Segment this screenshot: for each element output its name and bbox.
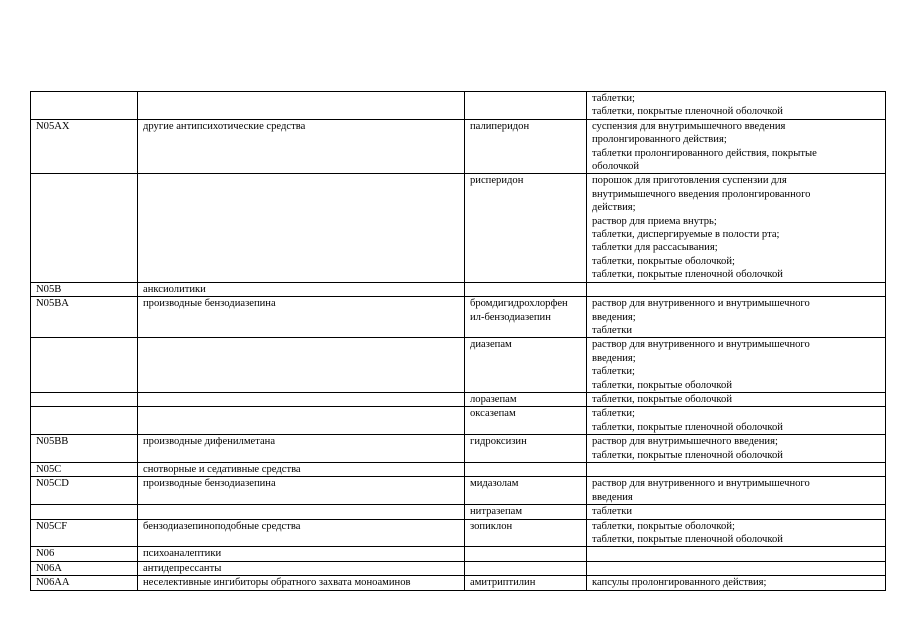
drug-name-cell-line: бромдигидрохлорфен bbox=[470, 298, 568, 310]
table-row bbox=[31, 392, 886, 406]
dosage-form-cell bbox=[587, 282, 886, 296]
atc-group-cell bbox=[138, 92, 465, 120]
dosage-form-cell bbox=[587, 119, 886, 174]
table-row bbox=[31, 297, 886, 338]
atc-group-cell: бензодиазепиноподобные средства bbox=[138, 519, 465, 547]
drug-name-cell bbox=[465, 338, 587, 393]
drug-name-cell bbox=[465, 92, 587, 120]
atc-code-cell: N06A bbox=[31, 561, 138, 575]
dosage-form-cell-line: таблетки для рассасывания; bbox=[592, 242, 718, 254]
drug-name-cell-line: рисперидон bbox=[470, 175, 524, 187]
dosage-form-cell-line: таблетки, покрытые оболочкой bbox=[592, 379, 732, 391]
dosage-form-cell-line: действия; bbox=[592, 202, 636, 214]
dosage-form-cell-line: таблетки; bbox=[592, 408, 635, 420]
drug-name-cell bbox=[465, 477, 587, 505]
drug-name-cell-line: мидазолам bbox=[470, 478, 519, 490]
dosage-form-cell-line: оболочкой bbox=[592, 161, 640, 173]
atc-code-cell: N05C bbox=[31, 462, 138, 476]
dosage-form-cell-line: порошок для приготовления суспензии для bbox=[592, 175, 787, 187]
dosage-form-cell bbox=[587, 462, 886, 476]
dosage-form-cell-line: таблетки, покрытые пленочной оболочкой bbox=[592, 449, 783, 461]
table-row bbox=[31, 119, 886, 174]
dosage-form-cell-line: раствор для приема внутрь; bbox=[592, 215, 717, 227]
dosage-form-cell-line: таблетки, покрытые пленочной оболочкой bbox=[592, 106, 783, 118]
dosage-form-cell-line: суспензия для внутримышечного введения bbox=[592, 120, 786, 132]
dosage-form-cell bbox=[587, 505, 886, 519]
drug-name-cell bbox=[465, 505, 587, 519]
drug-name-cell bbox=[465, 435, 587, 463]
dosage-form-cell bbox=[587, 561, 886, 575]
dosage-form-cell bbox=[587, 297, 886, 338]
dosage-form-cell-line: таблетки bbox=[592, 324, 633, 336]
atc-group-cell bbox=[138, 407, 465, 435]
drug-name-cell-line: гидроксизин bbox=[470, 436, 527, 448]
table-row bbox=[31, 576, 886, 590]
atc-code-cell bbox=[31, 92, 138, 120]
dosage-form-cell bbox=[587, 174, 886, 282]
table-row bbox=[31, 477, 886, 505]
atc-code-cell bbox=[31, 392, 138, 406]
drug-name-cell-line: ил-бензодиазепин bbox=[470, 311, 551, 323]
dosage-form-cell-line: капсулы пролонгированного действия; bbox=[592, 577, 767, 589]
dosage-form-cell-line: раствор для внутривенного и внутримышечного bbox=[592, 298, 810, 310]
table-row bbox=[31, 92, 886, 120]
drug-name-cell bbox=[465, 282, 587, 296]
dosage-form-cell bbox=[587, 392, 886, 406]
drug-name-cell bbox=[465, 407, 587, 435]
drug-name-cell bbox=[465, 519, 587, 547]
atc-code-cell bbox=[31, 338, 138, 393]
atc-code-cell bbox=[31, 174, 138, 282]
dosage-form-cell bbox=[587, 477, 886, 505]
dosage-form-cell bbox=[587, 92, 886, 120]
table-row bbox=[31, 561, 886, 575]
table-row bbox=[31, 282, 886, 296]
dosage-form-cell bbox=[587, 576, 886, 590]
atc-group-cell: антидепрессанты bbox=[138, 561, 465, 575]
atc-code-cell: N05CD bbox=[31, 477, 138, 505]
atc-group-cell bbox=[138, 174, 465, 282]
drug-name-cell bbox=[465, 174, 587, 282]
dosage-form-cell-line: таблетки bbox=[592, 506, 633, 518]
table-body bbox=[31, 92, 886, 591]
dosage-form-cell-line: раствор для внутримышечного введения; bbox=[592, 436, 778, 448]
drug-name-cell bbox=[465, 119, 587, 174]
dosage-form-cell bbox=[587, 338, 886, 393]
dosage-form-cell-line: таблетки, покрытые пленочной оболочкой bbox=[592, 269, 783, 281]
dosage-form-cell bbox=[587, 547, 886, 561]
dosage-form-cell-line: таблетки; bbox=[592, 366, 635, 378]
drug-name-cell bbox=[465, 547, 587, 561]
atc-group-cell bbox=[138, 505, 465, 519]
table-row bbox=[31, 338, 886, 393]
drug-name-cell bbox=[465, 462, 587, 476]
table-row bbox=[31, 505, 886, 519]
drug-name-cell-line: зопиклон bbox=[470, 520, 513, 532]
atc-group-cell: производные бензодиазепина bbox=[138, 297, 465, 338]
dosage-form-cell bbox=[587, 519, 886, 547]
atc-group-cell: неселективные ингибиторы обратного захвата моноаминов bbox=[138, 576, 465, 590]
drug-name-cell-line: диазепам bbox=[470, 339, 512, 351]
dosage-form-cell-line: введения; bbox=[592, 352, 636, 364]
atc-code-cell: N06AA bbox=[31, 576, 138, 590]
dosage-form-cell-line: таблетки, покрытые оболочкой; bbox=[592, 520, 735, 532]
dosage-form-cell-line: введения; bbox=[592, 311, 636, 323]
table-row bbox=[31, 462, 886, 476]
dosage-form-cell-line: раствор для внутривенного и внутримышечного bbox=[592, 478, 810, 490]
table-row bbox=[31, 547, 886, 561]
atc-code-cell: N05BA bbox=[31, 297, 138, 338]
atc-code-cell: N05B bbox=[31, 282, 138, 296]
atc-group-cell: анксиолитики bbox=[138, 282, 465, 296]
drug-name-cell-line: амитриптилин bbox=[470, 577, 536, 589]
dosage-form-cell-line: таблетки, покрытые оболочкой; bbox=[592, 255, 735, 267]
atc-group-cell bbox=[138, 338, 465, 393]
table-row bbox=[31, 174, 886, 282]
dosage-form-cell-line: таблетки, покрытые оболочкой bbox=[592, 393, 732, 405]
atc-code-cell: N05CF bbox=[31, 519, 138, 547]
atc-group-cell: снотворные и седативные средства bbox=[138, 462, 465, 476]
drug-list-table bbox=[30, 91, 886, 591]
dosage-form-cell-line: таблетки пролонгированного действия, покрытые bbox=[592, 147, 817, 159]
atc-code-cell bbox=[31, 505, 138, 519]
drug-name-cell bbox=[465, 561, 587, 575]
dosage-form-cell-line: внутримышечного введения пролонгированного bbox=[592, 188, 811, 200]
drug-name-cell bbox=[465, 297, 587, 338]
drug-name-cell bbox=[465, 392, 587, 406]
dosage-form-cell-line: пролонгированного действия; bbox=[592, 134, 727, 146]
table-row bbox=[31, 519, 886, 547]
atc-group-cell: производные дифенилметана bbox=[138, 435, 465, 463]
atc-group-cell: другие антипсихотические средства bbox=[138, 119, 465, 174]
drug-name-cell-line: лоразепам bbox=[470, 393, 517, 405]
atc-group-cell bbox=[138, 392, 465, 406]
drug-name-cell-line: нитразепам bbox=[470, 506, 523, 518]
dosage-form-cell bbox=[587, 435, 886, 463]
atc-code-cell bbox=[31, 407, 138, 435]
dosage-form-cell-line: таблетки; bbox=[592, 93, 635, 104]
drug-name-cell-line: оксазепам bbox=[470, 408, 516, 420]
dosage-form-cell-line: таблетки, покрытые пленочной оболочкой bbox=[592, 534, 783, 545]
table-row bbox=[31, 407, 886, 435]
dosage-form-cell-line: таблетки, покрытые пленочной оболочкой bbox=[592, 421, 783, 433]
drug-name-cell-line: палиперидон bbox=[470, 120, 530, 132]
atc-code-cell: N05BB bbox=[31, 435, 138, 463]
drug-name-cell bbox=[465, 576, 587, 590]
atc-group-cell: производные бензодиазепина bbox=[138, 477, 465, 505]
atc-code-cell: N05AX bbox=[31, 119, 138, 174]
atc-code-cell: N06 bbox=[31, 547, 138, 561]
dosage-form-cell-line: раствор для внутривенного и внутримышечного bbox=[592, 339, 810, 351]
atc-group-cell: психоаналептики bbox=[138, 547, 465, 561]
dosage-form-cell-line: таблетки, диспергируемые в полости рта; bbox=[592, 229, 780, 241]
dosage-form-cell-line: введения bbox=[592, 491, 633, 503]
table-row bbox=[31, 435, 886, 463]
dosage-form-cell bbox=[587, 407, 886, 435]
